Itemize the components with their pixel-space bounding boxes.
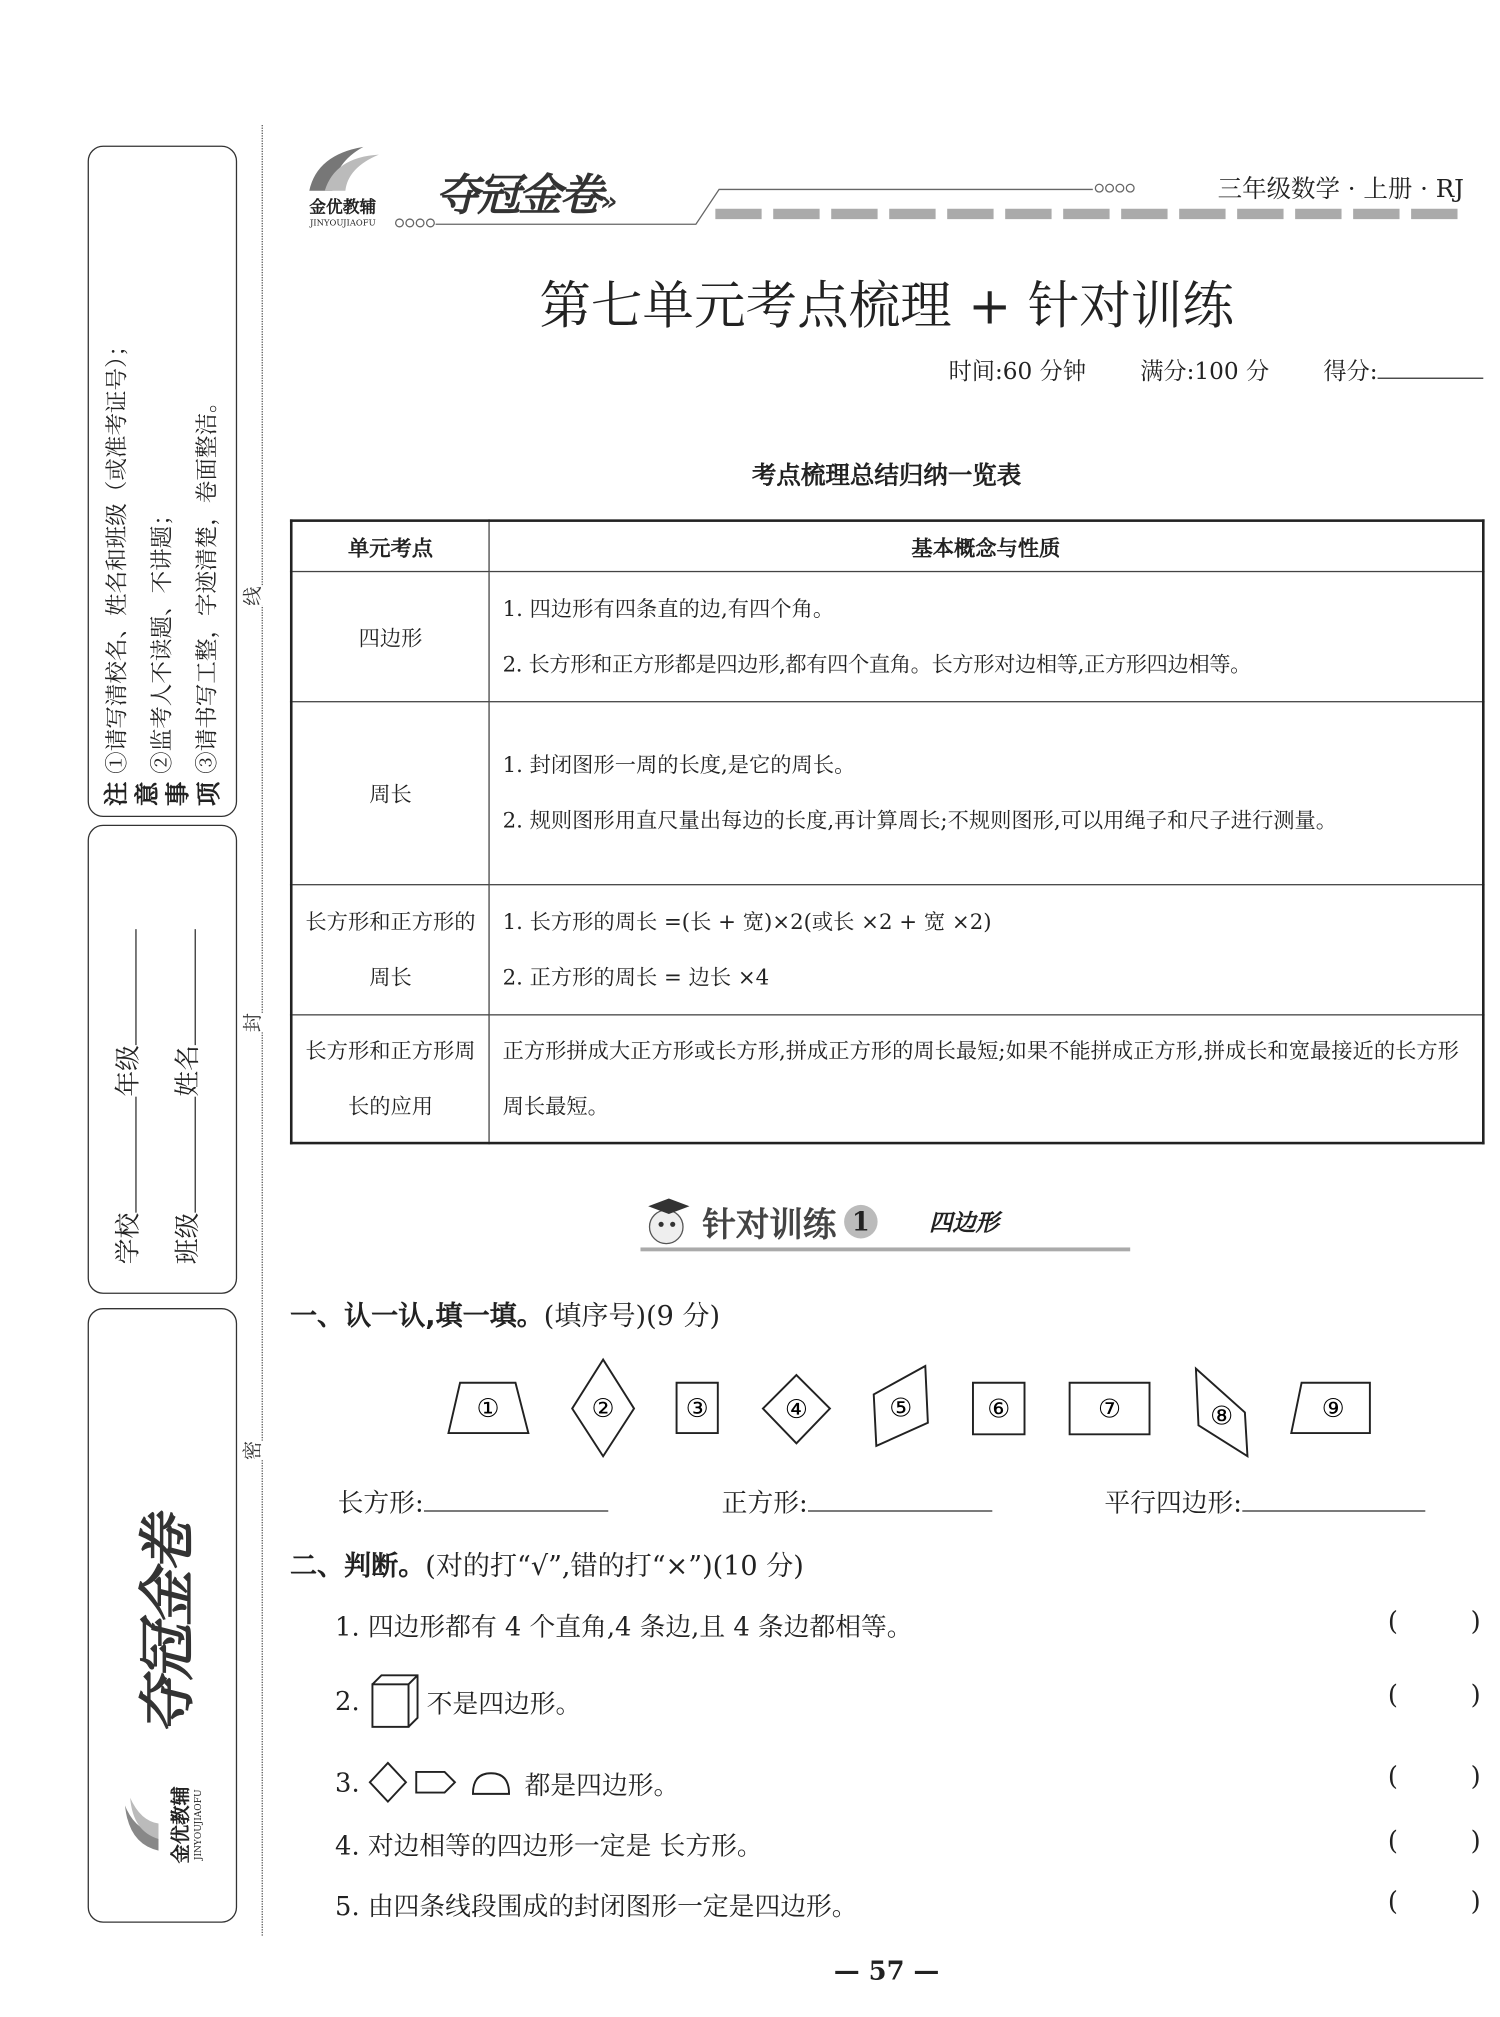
- blank-label: 平行四边形:: [1104, 1487, 1242, 1519]
- rectangle-answer-field[interactable]: [424, 1485, 608, 1512]
- judge-item-1: 1. 四边形都有 4 个直角,4 条边,且 4 条边都相等。: [335, 1610, 913, 1642]
- quadrilateral-shape-8: [1196, 1369, 1248, 1457]
- score-label: 得分:: [1323, 358, 1378, 386]
- paren-close: ): [1470, 1824, 1481, 1856]
- quadrilateral-shape-2: [572, 1360, 634, 1457]
- notice-label-char: 事: [164, 781, 193, 807]
- school-label: 学校: [112, 1212, 144, 1265]
- cut-mark-seal: 封: [238, 1013, 265, 1032]
- publisher-pinyin: JINYOUJIAOFU: [309, 217, 376, 229]
- shape-label: ⑤: [889, 1393, 913, 1424]
- item-text: 都是四边形。: [524, 1768, 680, 1800]
- quadrilateral-shape-7: [1070, 1383, 1150, 1435]
- blank-label: 正方形:: [721, 1487, 808, 1519]
- publisher-name: 金优教辅: [168, 1786, 192, 1864]
- brand-logo: 夺冠金卷: [135, 1518, 202, 1735]
- item-number: 3.: [335, 1766, 360, 1798]
- time-limit: 时间:60 分钟: [948, 358, 1087, 386]
- point: 1. 封闭图形一周的长度,是它的周长。: [502, 752, 856, 778]
- paren-open: (: [1387, 1605, 1398, 1637]
- topic-cell: 周长: [291, 701, 489, 884]
- notice-label-char: 项: [195, 781, 224, 807]
- notice-item: ②监考人不读题、不讲题；: [149, 503, 176, 774]
- shape-label: ④: [784, 1394, 808, 1425]
- quadrilateral-shape-9: [1291, 1383, 1370, 1433]
- point: 1. 长方形的周长 =(长 + 宽)×2(或长 ×2 + 宽 ×2): [502, 909, 992, 934]
- q2-note: (对的打“√”,错的打“×”)(10 分): [425, 1550, 804, 1582]
- q1-note: (填序号)(9 分): [543, 1300, 721, 1332]
- judge-item-4: 4. 对边相等的四边形一定是 长方形。: [335, 1829, 763, 1861]
- judge-item-5: 5. 由四条线段围成的封闭图形一定是四边形。: [335, 1890, 858, 1922]
- judge-item-2: [335, 1673, 581, 1730]
- paren-open: (: [1387, 1679, 1398, 1711]
- judge-item-3: [335, 1760, 679, 1804]
- topic-cell: 四边形: [291, 571, 489, 701]
- shapes-figure: [367, 1760, 519, 1804]
- point: 2. 规则图形用直尺量出每边的长度,再计算周长;不规则图形,可以用绳子和尺子进行测量。: [502, 808, 1338, 833]
- grade-label: 年级: [112, 1045, 144, 1097]
- point: 1. 四边形有四条直的边,有四个角。: [502, 596, 835, 621]
- book-logo-icon: [122, 1793, 161, 1857]
- practice-topic: 四边形: [929, 1210, 999, 1238]
- column-header: 单元考点: [291, 521, 489, 571]
- quadrilateral-shape-3: [677, 1383, 718, 1433]
- paren-open: (: [1387, 1885, 1398, 1917]
- full-score: 满分:100 分: [1140, 358, 1270, 386]
- shape-label: ③: [685, 1393, 709, 1424]
- book-info: 三年级数学 · 上册 · RJ: [1217, 175, 1464, 204]
- practice-number: 1: [844, 1205, 878, 1239]
- class-label: 班级: [171, 1212, 203, 1265]
- square-blank: [722, 1482, 992, 1519]
- shape-label: ②: [591, 1394, 615, 1425]
- cut-mark-secret: 密: [238, 1441, 265, 1460]
- answer-parentheses[interactable]: [1388, 1825, 1481, 1856]
- shape-label: ①: [476, 1393, 500, 1424]
- q2-heading: [290, 1545, 804, 1584]
- shape-label: ⑥: [987, 1394, 1011, 1425]
- paren-close: ): [1470, 1760, 1481, 1792]
- cut-mark-line: 线: [238, 586, 265, 605]
- cube-figure: [370, 1673, 422, 1730]
- notice-item: ①请写清校名、姓名和班级（或准考证号）；: [104, 334, 131, 774]
- page-number: — 57 —: [833, 1954, 940, 1986]
- page-title: 第七单元考点梳理 + 针对训练: [539, 277, 1234, 337]
- shape-label: ⑧: [1210, 1401, 1234, 1432]
- quadrilateral-shape-6: [973, 1383, 1025, 1435]
- blank-label: 长方形:: [337, 1487, 424, 1519]
- point: 正方形拼成大正方形或长方形,拼成正方形的周长最短;如果不能拼成正方形,拼成长和宽最接近的长方形周长最短。: [502, 1038, 1459, 1119]
- notice-label-char: 注: [102, 781, 131, 807]
- item-text: 不是四边形。: [426, 1687, 582, 1719]
- answer-parentheses[interactable]: [1388, 1885, 1481, 1916]
- paren-close: ): [1470, 1605, 1481, 1637]
- paren-close: ): [1470, 1679, 1481, 1711]
- q2-title: 二、判断。: [289, 1550, 426, 1582]
- practice-title: 针对训练: [702, 1205, 837, 1245]
- publisher-name: 金优教辅: [309, 198, 377, 218]
- notice-item: ③请书写工整，字迹清楚，卷面整洁。: [194, 390, 221, 774]
- paren-open: (: [1387, 1824, 1398, 1856]
- quadrilateral-shape-1: [448, 1383, 528, 1433]
- summary-caption: 考点梳理总结归纳一览表: [751, 461, 1022, 490]
- brand-text: 夺冠金卷: [435, 170, 601, 222]
- parallelogram-answer-field[interactable]: [1242, 1485, 1425, 1512]
- paren-open: (: [1387, 1760, 1398, 1792]
- brand-suffix: »: [600, 185, 615, 217]
- square-answer-field[interactable]: [808, 1485, 992, 1512]
- quadrilateral-shape-4: [763, 1375, 830, 1443]
- answer-parentheses[interactable]: [1388, 1606, 1481, 1637]
- quadrilateral-shape-5: [874, 1366, 928, 1446]
- topic-cell: 长方形和正方形周长的应用: [291, 1014, 489, 1143]
- point: 2. 正方形的周长 = 边长 ×4: [502, 964, 770, 990]
- point: 2. 长方形和正方形都是四边形,都有四个直角。长方形对边相等,正方形四边相等。: [502, 651, 1252, 676]
- column-header: 基本概念与性质: [489, 521, 1483, 571]
- shape-label: ⑦: [1098, 1394, 1122, 1425]
- paren-close: ): [1470, 1885, 1481, 1917]
- item-number: 2.: [335, 1685, 360, 1717]
- answer-parentheses[interactable]: [1388, 1679, 1481, 1710]
- answer-parentheses[interactable]: [1388, 1760, 1481, 1791]
- publisher-pinyin: JINYOUJIAOFU: [192, 1789, 203, 1861]
- topic-cell: 长方形和正方形的周长: [291, 884, 489, 1014]
- parallelogram-blank: [1104, 1482, 1425, 1519]
- name-label: 姓名: [171, 1045, 203, 1097]
- notice-label-char: 意: [133, 781, 162, 807]
- publisher-logo: [122, 1754, 203, 1896]
- q1-title: 一、认一认,填一填。: [289, 1300, 544, 1332]
- rectangle-blank: [338, 1482, 608, 1519]
- shape-label: ⑨: [1321, 1393, 1345, 1424]
